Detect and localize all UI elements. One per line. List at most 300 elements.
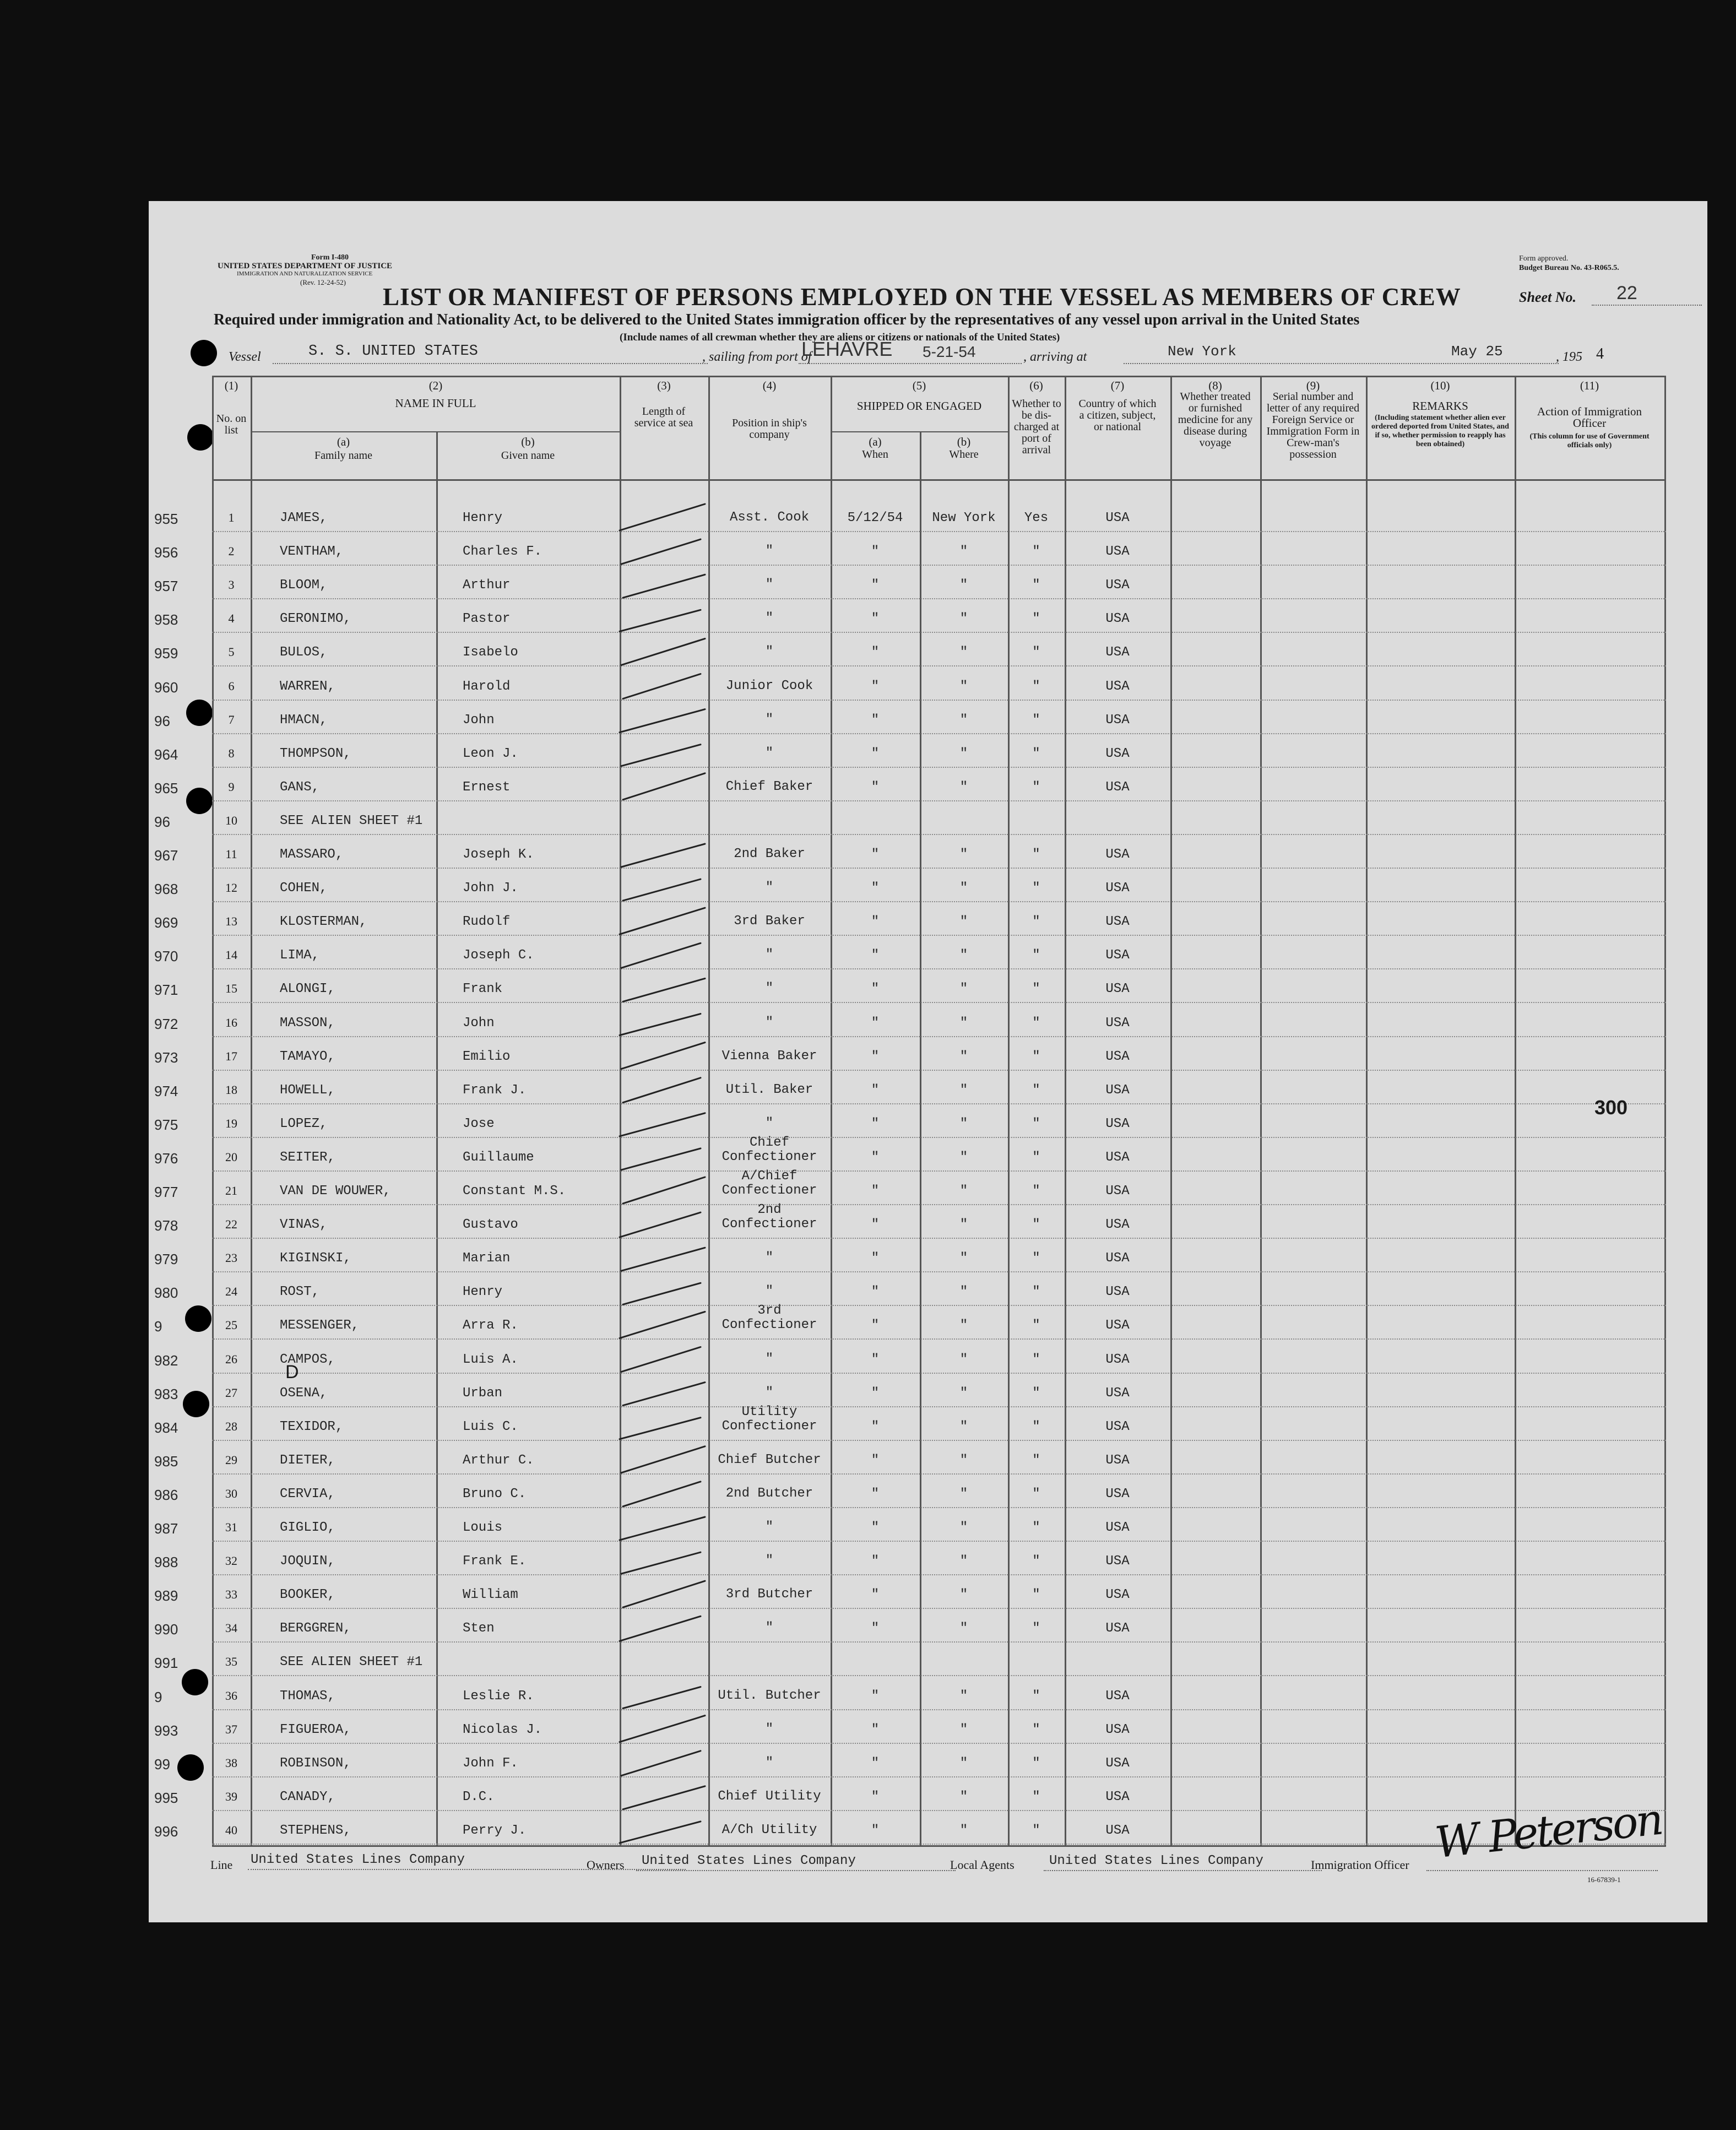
country-of-citizenship: USA [1105,1755,1130,1771]
shipped-where: " [959,1184,968,1199]
row-rule [212,1507,1666,1508]
list-number: 9 [228,779,235,794]
manifest-ref-number: 985 [154,1452,178,1470]
family-name: ROBINSON, [280,1755,351,1771]
col6-number: (6) [1029,379,1043,392]
manifest-ref-number: 974 [154,1082,178,1099]
family-name: OSENA, [280,1385,328,1401]
given-name: Guillaume [463,1150,534,1165]
manifest-ref-number: 965 [154,779,178,796]
manifest-ref-number: 9 [154,1688,162,1705]
family-name: ROST, [280,1284,320,1300]
row-rule [212,1541,1666,1542]
form-approved: Form approved. [1519,254,1569,263]
given-name: Frank E. [463,1554,527,1569]
service-stroke [620,504,705,530]
country-of-citizenship: USA [1105,746,1130,761]
col3-header: Length of service at sea [634,405,693,429]
list-number: 5 [228,645,235,659]
department: UNITED STATES DEPARTMENT OF JUSTICE [218,262,393,270]
shipped-where: " [959,1755,968,1771]
discharge-at-port: " [1032,1284,1040,1300]
family-name: BULOS, [280,645,328,660]
manifest-ref-number: 982 [154,1352,178,1369]
ship-position: " [765,981,774,996]
manifest-sheet [149,201,1707,1922]
given-name: Frank [463,982,503,997]
country-of-citizenship: USA [1105,982,1130,997]
list-number: 14 [225,948,237,962]
discharge-at-port: " [1032,544,1040,560]
vessel-label: Vessel [229,350,261,364]
col6-header: Whether to be dis-charged at port of arrival [1012,398,1061,456]
shipped-when: " [871,1755,880,1771]
ship-position: " [765,1115,774,1131]
service-stroke [623,1383,705,1406]
discharge-at-port: " [1032,1823,1040,1838]
country-of-citizenship: USA [1105,1150,1130,1165]
discharge-at-port: " [1032,1015,1040,1031]
list-number: 7 [228,712,235,727]
discharge-at-port: " [1032,1251,1040,1266]
list-number: 10 [225,813,237,827]
given-name: Arthur C. [463,1452,534,1468]
family-name: LIMA, [280,948,320,963]
given-name: Marian [463,1251,511,1266]
row-rule [212,1204,1666,1205]
shipped-when: " [871,1184,880,1199]
given-name: Jose [463,1116,495,1131]
col2-header: NAME IN FULL [395,397,476,410]
list-number: 37 [225,1722,237,1736]
ship-position: Util. Butcher [718,1688,821,1703]
row-rule [212,968,1666,969]
manifest-ref-number: 984 [154,1419,178,1436]
shipped-where: " [959,544,968,560]
given-name: D.C. [463,1789,495,1804]
manifest-ref-number: 96 [154,712,170,729]
shipped-when: " [871,982,880,997]
shipped-where: " [959,1419,968,1434]
row-rule [212,1002,1666,1003]
manifest-ref-number: 959 [154,645,178,662]
manifest-ref-number: 96 [154,813,170,830]
row-rule [212,868,1666,869]
given-name: Henry [463,1284,503,1300]
shipped-when: " [871,1251,880,1266]
manifest-ref-number: 987 [154,1520,178,1537]
manifest-ref-number: 971 [154,982,178,999]
service-stroke [621,1446,705,1473]
country-of-citizenship: USA [1105,1587,1130,1603]
manifest-ref-number: 972 [154,1015,178,1032]
service-stroke [621,943,701,968]
ship-position: " [765,712,774,727]
manifest-ref-number: 980 [154,1284,178,1302]
arrival-date: May 25 [1451,343,1503,360]
row-rule [212,1574,1666,1575]
shipped-when: " [871,1116,880,1131]
manifest-ref-number: 983 [154,1385,178,1402]
service-stroke [620,1113,705,1136]
shipped-when: " [871,1520,880,1535]
row-rule [212,1305,1666,1306]
shipped-where: " [959,1150,968,1165]
discharge-at-port: " [1032,679,1040,694]
row-rule [212,1709,1666,1710]
given-name: Nicolas J. [463,1722,542,1737]
col2a-header: Family name [314,449,372,462]
ship-position: 3rd Baker [734,914,805,929]
country-of-citizenship: USA [1105,1116,1130,1131]
country-of-citizenship: USA [1105,779,1130,795]
family-name: BERGGREN, [280,1621,351,1636]
service-stroke [620,1716,705,1742]
country-of-citizenship: USA [1105,511,1130,525]
budget-bureau: Budget Bureau No. 43-R065.5. [1519,264,1619,272]
family-name: STEPHENS, [280,1823,351,1838]
given-name: Isabelo [463,645,518,660]
given-name: Gustavo [463,1217,518,1233]
country-of-citizenship: USA [1105,948,1130,963]
manifest-ref-number: 958 [154,611,178,628]
shipped-where: " [959,1385,968,1401]
col7-header: Country of which a citizen, subject, or national [1078,398,1157,433]
manifest-ref-number: 955 [154,511,178,527]
shipped-when: " [871,1789,880,1804]
family-name: GANS, [280,779,320,795]
manifest-ref-number: 996 [154,1823,178,1840]
country-of-citizenship: USA [1105,1520,1130,1535]
discharge-at-port: " [1032,1486,1040,1502]
manifest-ref-number: 9 [154,1318,162,1335]
year-prefix: , 195 [1556,350,1582,364]
country-of-citizenship: USA [1105,611,1130,627]
shipped-where: " [959,1116,968,1131]
service-stroke [620,1418,701,1439]
discharge-at-port: " [1032,746,1040,761]
list-number: 1 [228,511,235,524]
country-of-citizenship: USA [1105,1554,1130,1569]
ship-position: " [765,880,774,896]
row-rule [212,834,1666,835]
shipped-when: " [871,611,880,627]
manifest-subtitle: Required under immigration and Nationality Act, to be delivered to the United States immigration officer by the representatives of any vessel upon arrival in the United States [214,311,1360,328]
punch-hole [185,1305,211,1332]
discharge-at-port: " [1032,1150,1040,1165]
shipped-where: " [959,1722,968,1737]
discharge-at-port: Yes [1024,511,1049,525]
country-of-citizenship: USA [1105,1049,1130,1064]
discharge-at-port: " [1032,578,1040,593]
ship-position: Util. Baker [725,1082,813,1097]
family-name: FIGUEROA, [280,1722,351,1737]
discharge-at-port: " [1032,1082,1040,1098]
ship-position: Asst. Cook [729,510,810,525]
shipped-when: " [871,1486,880,1502]
list-number: 11 [225,847,237,861]
shipped-where: " [959,611,968,627]
list-number: 19 [225,1116,237,1130]
service-stroke [620,1212,701,1237]
given-name: John J. [463,881,518,896]
ship-position: " [765,1721,774,1737]
row-rule [212,700,1666,701]
manifest-ref-number: 969 [154,914,178,931]
shipped-where: " [959,1520,968,1535]
list-number: 29 [225,1452,237,1467]
family-name: CANADY, [280,1789,335,1804]
service-stroke [623,978,705,1001]
list-number: 26 [225,1352,237,1366]
shipped-when: " [871,1722,880,1737]
col1-header: No. on list [216,413,247,436]
discharge-at-port: " [1032,914,1040,930]
row-rule [212,1810,1666,1811]
service-stroke [620,610,701,631]
list-number: 39 [225,1789,237,1803]
shipped-when: " [871,914,880,930]
list-number: 6 [228,679,235,693]
family-name: DIETER, [280,1452,335,1468]
family-name: TAMAYO, [280,1049,335,1064]
col4-number: (4) [762,379,777,392]
vessel-name: S. S. UNITED STATES [308,343,478,360]
arriving-label: , arriving at [1023,350,1087,364]
service-stroke [623,1581,705,1607]
shipped-where: " [959,1217,968,1233]
col5b-header: Where [949,448,979,460]
ship-position: " [765,544,774,559]
shipped-when: " [871,679,880,694]
family-name: MASSARO, [280,847,344,862]
service-stroke [620,709,705,733]
given-name: Henry [463,511,503,525]
service-stroke [623,773,705,800]
shipped-where: " [959,1621,968,1636]
col4-header: Position in ship's company [732,417,807,441]
stamp-300: 300 [1594,1096,1628,1119]
given-name: Constant M.S. [463,1184,566,1199]
country-of-citizenship: USA [1105,1184,1130,1199]
agents-label: Local Agents [950,1858,1015,1872]
manifest-ref-number: 991 [154,1655,178,1672]
owners-value: United States Lines Company [642,1853,856,1868]
shipped-when: " [871,1015,880,1031]
shipped-where: " [959,1789,968,1804]
given-name: Leslie R. [463,1688,534,1704]
ship-position: Vienna Baker [721,1048,817,1064]
col5-number: (5) [912,379,926,392]
discharge-at-port: " [1032,712,1040,728]
shipped-when: " [871,1150,880,1165]
shipped-when: " [871,1318,880,1334]
list-number: 15 [225,982,237,996]
shipped-when: " [871,1284,880,1300]
shipped-when: " [871,1621,880,1636]
shipped-where: " [959,1486,968,1502]
country-of-citizenship: USA [1105,679,1130,694]
family-name: THOMAS, [280,1688,335,1704]
sailing-label: , sailing from port of [702,350,812,364]
service-stroke [621,844,705,867]
country-of-citizenship: USA [1105,1722,1130,1737]
family-name: VINAS, [280,1217,328,1233]
family-name: THOMPSON, [280,746,351,761]
country-of-citizenship: USA [1105,1015,1130,1031]
list-number: 24 [225,1284,237,1299]
manifest-title: LIST OR MANIFEST OF PERSONS EMPLOYED ON THE VESSEL AS MEMBERS OF CREW [383,283,1461,311]
family-name: ALONGI, [280,982,335,997]
row-rule [212,1406,1666,1407]
list-number: 27 [225,1385,237,1400]
service-stroke [620,1311,705,1338]
manifest-ref-number: 995 [154,1789,178,1806]
col2-number: (2) [428,379,443,392]
service-stroke [623,879,701,901]
ship-position: A/Ch Utility [721,1822,817,1838]
shipped-where: " [959,1554,968,1569]
country-of-citizenship: USA [1105,1251,1130,1266]
shipped-when: " [871,1554,880,1569]
shipped-when: " [871,1823,880,1838]
discharge-at-port: " [1032,1419,1040,1434]
discharge-at-port: " [1032,948,1040,963]
discharge-at-port: " [1032,1452,1040,1468]
manifest-ref-number: 979 [154,1251,178,1268]
sheet-label: Sheet No. [1519,289,1576,305]
row-rule [212,733,1666,734]
manifest-ref-number: 978 [154,1217,178,1234]
family-name: KIGINSKI, [280,1251,351,1266]
family-name: BOOKER, [280,1587,335,1603]
given-name: Frank J. [463,1082,527,1098]
manifest-ref-number: 967 [154,847,178,864]
list-number: 35 [225,1655,237,1669]
ship-position: " [765,577,774,593]
col5a-header: When [862,448,888,460]
shipped-where: " [959,1587,968,1603]
given-name: Rudolf [463,914,511,930]
service-stroke [620,1517,705,1540]
given-name: John [463,712,495,728]
col2a-number: (a) [337,435,350,448]
ship-position: Chief Confectioner [721,1135,817,1164]
given-name: John [463,1015,495,1031]
officer-label: Immigration Officer [1311,1858,1409,1872]
manifest-ref-number: 99 [154,1755,170,1773]
discharge-at-port: " [1032,1184,1040,1199]
shipped-when: " [871,645,880,660]
row-rule [212,598,1666,599]
owners-label: Owners [587,1858,625,1872]
shipped-where: " [959,1082,968,1098]
manifest-note: (Include names of all crewman whether they are aliens or citizens or nationals of the United States) [620,332,1060,343]
col8-header: Whether treated or furnished medicine for any disease during voyage [1178,391,1253,449]
given-name: Pastor [463,611,511,627]
ship-position: 2nd Butcher [725,1486,813,1501]
manifest-ref-number: 956 [154,544,178,561]
shipped-when: 5/12/54 [847,511,903,525]
manifest-ref-number: 993 [154,1722,178,1739]
given-name: John F. [463,1755,518,1771]
shipped-when: " [871,746,880,761]
ship-position: " [765,1015,774,1030]
agents-value: United States Lines Company [1049,1853,1263,1868]
shipped-when: " [871,1587,880,1603]
row-rule [212,632,1666,633]
discharge-at-port: " [1032,1621,1040,1636]
family-name: WARREN, [280,679,335,694]
ship-position: " [765,644,774,660]
country-of-citizenship: USA [1105,1621,1130,1636]
family-name: MASSON, [280,1015,335,1031]
punch-hole [186,700,213,726]
shipped-when: " [871,1385,880,1401]
country-of-citizenship: USA [1105,1419,1130,1434]
shipped-when: " [871,948,880,963]
shipped-where: " [959,1284,968,1300]
list-number: 13 [225,914,237,929]
given-name: Perry J. [463,1823,527,1838]
service-stroke [620,1014,701,1036]
ship-position: Chief Butcher [718,1452,821,1467]
list-number: 21 [225,1184,237,1197]
row-rule [212,1608,1666,1609]
country-of-citizenship: USA [1105,1352,1130,1367]
shipped-where: " [959,847,968,862]
departure-date: 5-21-54 [923,343,976,360]
given-name: Joseph C. [463,948,534,963]
family-name: HOWELL, [280,1082,335,1098]
given-name: Arra R. [463,1318,518,1334]
country-of-citizenship: USA [1105,1823,1130,1838]
ship-position: " [765,611,774,626]
row-rule [212,901,1666,902]
manifest-ref-number: 976 [154,1150,178,1167]
family-name: GIGLIO, [280,1520,335,1535]
ship-position: " [765,1755,774,1770]
list-number: 20 [225,1150,237,1164]
family-name: CAMPOS, [280,1352,335,1367]
col8-number: (8) [1208,379,1222,392]
given-name: William [463,1587,518,1603]
given-name: Luis C. [463,1419,518,1434]
manifest-ref-number: 986 [154,1486,178,1503]
service-stroke [621,1248,705,1271]
discharge-at-port: " [1032,645,1040,660]
ship-position: 2nd Confectioner [721,1202,817,1232]
country-of-citizenship: USA [1105,847,1130,862]
manifest-ref-number: 989 [154,1587,178,1605]
family-name: CERVIA, [280,1486,335,1502]
print-code: 16-67839-1 [1587,1876,1621,1884]
col3-number: (3) [657,379,671,392]
discharge-at-port: " [1032,1385,1040,1401]
given-name: Urban [463,1385,503,1401]
list-number: 23 [225,1251,237,1265]
year-digit: 4 [1596,345,1604,362]
service-stroke [623,1078,701,1103]
shipped-where: " [959,914,968,930]
col5a-number: (a) [869,435,882,448]
family-name: JOQUIN, [280,1554,335,1569]
country-of-citizenship: USA [1105,712,1130,728]
row-rule [212,531,1666,532]
row-rule [212,1238,1666,1239]
shipped-when: " [871,578,880,593]
family-name: LOPEZ, [280,1116,328,1131]
